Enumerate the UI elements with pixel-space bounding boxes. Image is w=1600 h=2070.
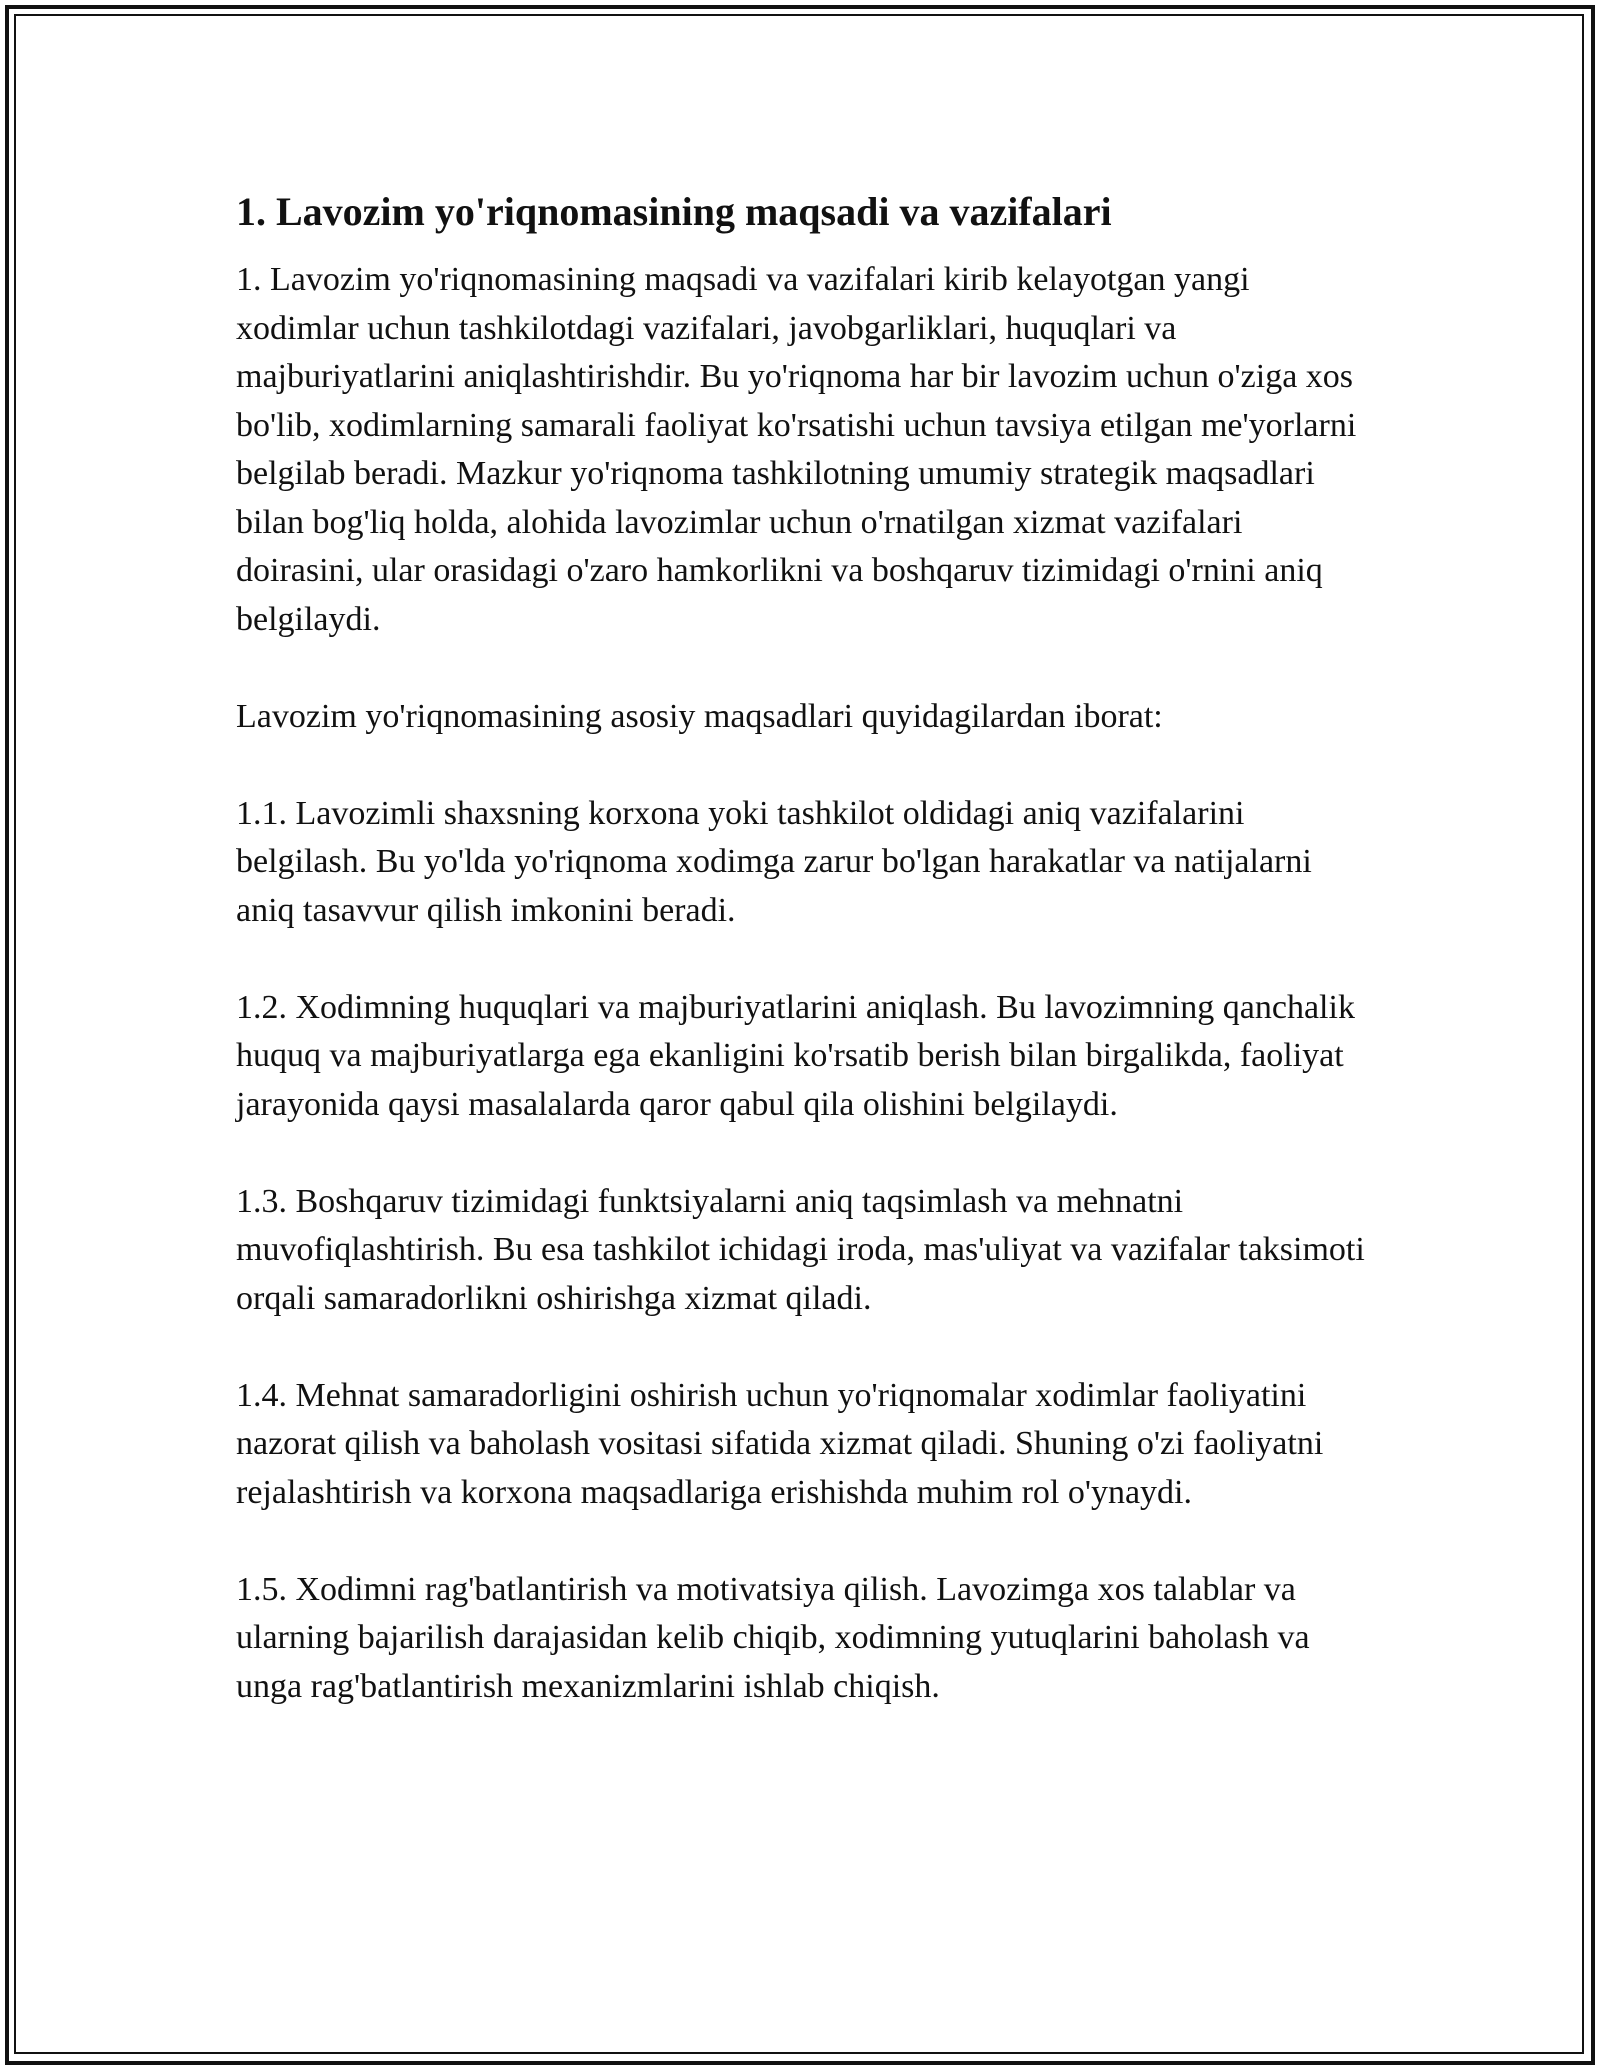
- goal-1-3-paragraph: 1.3. Boshqaruv tizimidagi funktsiyalarni aniq taqsimlash va mehnatni muvofiqlashtirish. Bu esa tashkilot ichidagi iroda, mas'uliyat va vazifalar taksimoti orqali samaradorlikni oshirishga xizmat qiladi.: [236, 1182, 1365, 1317]
- section-heading: 1. Lavozim yo'riqnomasining maqsadi va vazifalari: [236, 189, 1112, 234]
- goals-lead-paragraph: Lavozim yo'riqnomasining asosiy maqsadlari quyidagilardan iborat:: [236, 697, 1163, 735]
- goal-1-5-paragraph: 1.5. Xodimni rag'batlantirish va motivatsiya qilish. Lavozimga xos talablar va ularning bajarilish darajasidan kelib chiqib, xodimning yutuqlarini baholash va unga rag'batlantirish mexanizmlarini ishlab chiqish.: [236, 1570, 1310, 1705]
- document-body: [236, 186, 1366, 1760]
- goal-1-2-paragraph: 1.2. Xodimning huquqlari va majburiyatlarini aniqlash. Bu lavozimning qanchalik huquq va majburiyatlarga ega ekanligini ko'rsatib berish bilan birgalikda, faoliyat jarayonida qaysi masalalarda qaror qabul qila olishini belgilaydi.: [236, 988, 1355, 1123]
- goal-1-4-paragraph: 1.4. Mehnat samaradorligini oshirish uchun yo'riqnomalar xodimlar faoliyatini nazorat qilish va baholash vositasi sifatida xizmat qiladi. Shuning o'zi faoliyatni rejalashtirish va korxona maqsadlariga erishishda muhim rol o'ynaydi.: [236, 1376, 1324, 1511]
- intro-paragraph: 1. Lavozim yo'riqnomasining maqsadi va vazifalari kirib kelayotgan yangi xodimlar uchun tashkilotdagi vazifalari, javobgarliklari, huquqlari va majburiyatlarini aniqlashtirishdir. Bu yo'riqnoma har bir lavozim uchun o'ziga xos bo'lib, xodimlarning samarali faoliyat ko'rsatishi uchun tavsiya etilgan me'yorlarni belgilab beradi. Mazkur yo'riqnoma tashkilotning umumiy strategik maqsadlari bilan bog'liq holda, alohida lavozimlar uchun o'rnatilgan xizmat vazifalari doirasini, ular orasidagi o'zaro hamkorlikni va boshqaruv tizimidagi o'rnini aniq belgilaydi.: [236, 261, 1357, 638]
- goal-1-1-paragraph: 1.1. Lavozimli shaxsning korxona yoki tashkilot oldidagi aniq vazifalarini belgilash. Bu yo'lda yo'riqnoma xodimga zarur bo'lgan harakatlar va natijalarni aniq tasavvur qilish imkonini beradi.: [236, 794, 1312, 929]
